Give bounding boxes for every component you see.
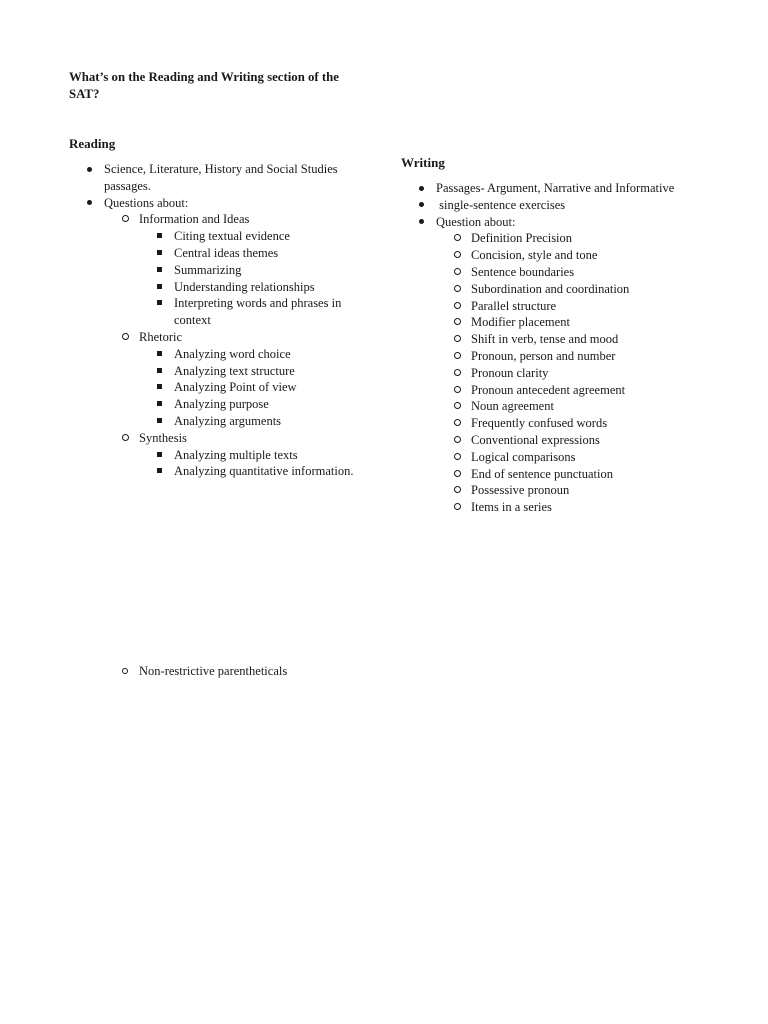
list-item-text: Analyzing text structure	[174, 363, 295, 378]
list-item	[436, 449, 731, 466]
bullet-square-icon	[157, 267, 162, 272]
list-item	[436, 247, 731, 264]
list-item-text: Subordination and coordination	[471, 281, 630, 296]
list-item	[436, 382, 731, 399]
list-item	[139, 396, 369, 413]
list-item	[401, 180, 731, 197]
bullet-circle-icon	[454, 386, 461, 393]
bullet-square-icon	[157, 468, 162, 473]
list-item-text: Central ideas themes	[174, 245, 279, 260]
list-item-text: Possessive pronoun	[471, 483, 570, 498]
list-item	[139, 379, 369, 396]
list-item	[139, 463, 369, 480]
bullet-square-icon	[157, 284, 162, 289]
list-item-text: Analyzing word choice	[174, 346, 291, 361]
bullet-square-icon	[157, 368, 162, 373]
bullet-circle-icon	[122, 215, 129, 222]
list-item	[139, 346, 369, 363]
list-item	[401, 214, 731, 516]
bullet-square-icon	[157, 233, 162, 238]
list-item	[139, 295, 369, 329]
bullet-disc-icon	[87, 200, 92, 205]
bullet-circle-icon	[122, 434, 129, 441]
list-item	[104, 329, 369, 430]
list-item	[139, 413, 369, 430]
list-item-text: Analyzing quantitative information.	[174, 464, 354, 479]
list-item-text: Question about:	[436, 214, 516, 229]
list-item-text: Rhetoric	[139, 329, 183, 344]
bullet-circle-icon	[454, 419, 461, 426]
bullet-square-icon	[157, 401, 162, 406]
list-item-text: Interpreting words and phrases in context	[174, 296, 342, 328]
list-item-text: Synthesis	[139, 430, 187, 445]
list-item-text: Non-restrictive parentheticals	[139, 664, 288, 678]
list-item-text: Concision, style and tone	[471, 248, 598, 263]
list-item	[69, 161, 369, 195]
list-item-text: Definition Precision	[471, 231, 573, 246]
bullet-square-icon	[157, 300, 162, 305]
bullet-circle-icon	[454, 251, 461, 258]
list-item-text: Noun agreement	[471, 399, 554, 414]
bullet-square-icon	[157, 351, 162, 356]
list-item	[139, 228, 369, 245]
list-item	[436, 466, 731, 483]
list-item	[104, 211, 369, 329]
list-item-text: Analyzing Point of view	[174, 380, 297, 395]
list-item	[104, 663, 439, 680]
list-item-text: Analyzing arguments	[174, 413, 282, 428]
list-item-text: Pronoun, person and number	[471, 348, 616, 363]
bullet-circle-icon	[454, 402, 461, 409]
bullet-circle-icon	[454, 234, 461, 241]
reading-list	[69, 161, 369, 480]
list-item	[436, 331, 731, 348]
bullet-circle-icon	[454, 268, 461, 275]
list-item-text: Shift in verb, tense and mood	[471, 332, 619, 347]
bullet-disc-icon	[419, 186, 424, 191]
list-item	[436, 398, 731, 415]
list-item-text: Analyzing purpose	[174, 397, 269, 412]
writing-list	[401, 180, 731, 516]
bullet-circle-icon	[454, 302, 461, 309]
list-item-text: single-sentence exercises	[436, 197, 566, 212]
bullet-circle-icon	[454, 318, 461, 325]
list-item	[436, 314, 731, 331]
list-item-text: Items in a series	[471, 500, 552, 515]
bullet-circle-icon	[454, 470, 461, 477]
bullet-circle-icon	[454, 436, 461, 443]
list-item-text: Understanding relationships	[174, 279, 315, 294]
list-item	[436, 415, 731, 432]
bullet-square-icon	[157, 384, 162, 389]
list-item-text: Sentence boundaries	[471, 264, 575, 279]
bullet-circle-icon	[122, 668, 128, 674]
list-item-text: Analyzing multiple texts	[174, 447, 298, 462]
bullet-circle-icon	[454, 285, 461, 292]
bullet-circle-icon	[454, 453, 461, 460]
bullet-circle-icon	[454, 352, 461, 359]
list-item	[401, 197, 731, 214]
bullet-circle-icon	[454, 335, 461, 342]
list-item	[139, 245, 369, 262]
list-item-text: Modifier placement	[471, 315, 570, 330]
bullet-disc-icon	[419, 219, 424, 224]
list-item	[139, 447, 369, 464]
list-item-text: Passages- Argument, Narrative and Informative	[436, 181, 675, 195]
list-item-text: Frequently confused words	[471, 416, 608, 431]
list-item-text: Pronoun clarity	[471, 365, 549, 380]
list-item	[436, 298, 731, 315]
list-item-text: Conventional expressions	[471, 432, 600, 447]
list-item-text: End of sentence punctuation	[471, 466, 613, 481]
bullet-square-icon	[157, 418, 162, 423]
list-item-text: Information and Ideas	[139, 212, 250, 227]
bullet-square-icon	[157, 250, 162, 255]
bullet-circle-icon	[122, 333, 129, 340]
list-item-text: Questions about:	[104, 195, 189, 210]
list-item	[436, 230, 731, 247]
list-item	[436, 499, 731, 516]
list-item-text: Logical comparisons	[471, 449, 576, 464]
bullet-circle-icon	[454, 503, 461, 510]
list-item	[436, 432, 731, 449]
bullet-circle-icon	[454, 486, 461, 493]
list-item	[69, 195, 369, 481]
list-item	[436, 348, 731, 365]
list-item-text: Citing textual evidence	[174, 229, 290, 244]
list-item	[139, 262, 369, 279]
list-item	[104, 430, 369, 480]
bullet-disc-icon	[87, 167, 92, 172]
list-item	[436, 365, 731, 382]
list-item-text: Summarizing	[174, 262, 242, 277]
list-item	[139, 363, 369, 380]
reading-heading: Reading	[69, 136, 116, 151]
bullet-circle-icon	[454, 369, 461, 376]
bullet-disc-icon	[419, 202, 424, 207]
list-item	[436, 264, 731, 281]
list-item	[436, 482, 731, 499]
list-item	[139, 279, 369, 296]
bullet-square-icon	[157, 452, 162, 457]
writing-heading: Writing	[401, 155, 445, 170]
list-item-text: Pronoun antecedent agreement	[471, 382, 626, 397]
list-item-text: Science, Literature, History and Social Studies passages.	[104, 162, 338, 193]
list-item	[436, 281, 731, 298]
list-item-text: Parallel structure	[471, 298, 557, 313]
document-title: What’s on the Reading and Writing section of the SAT?	[69, 70, 339, 101]
